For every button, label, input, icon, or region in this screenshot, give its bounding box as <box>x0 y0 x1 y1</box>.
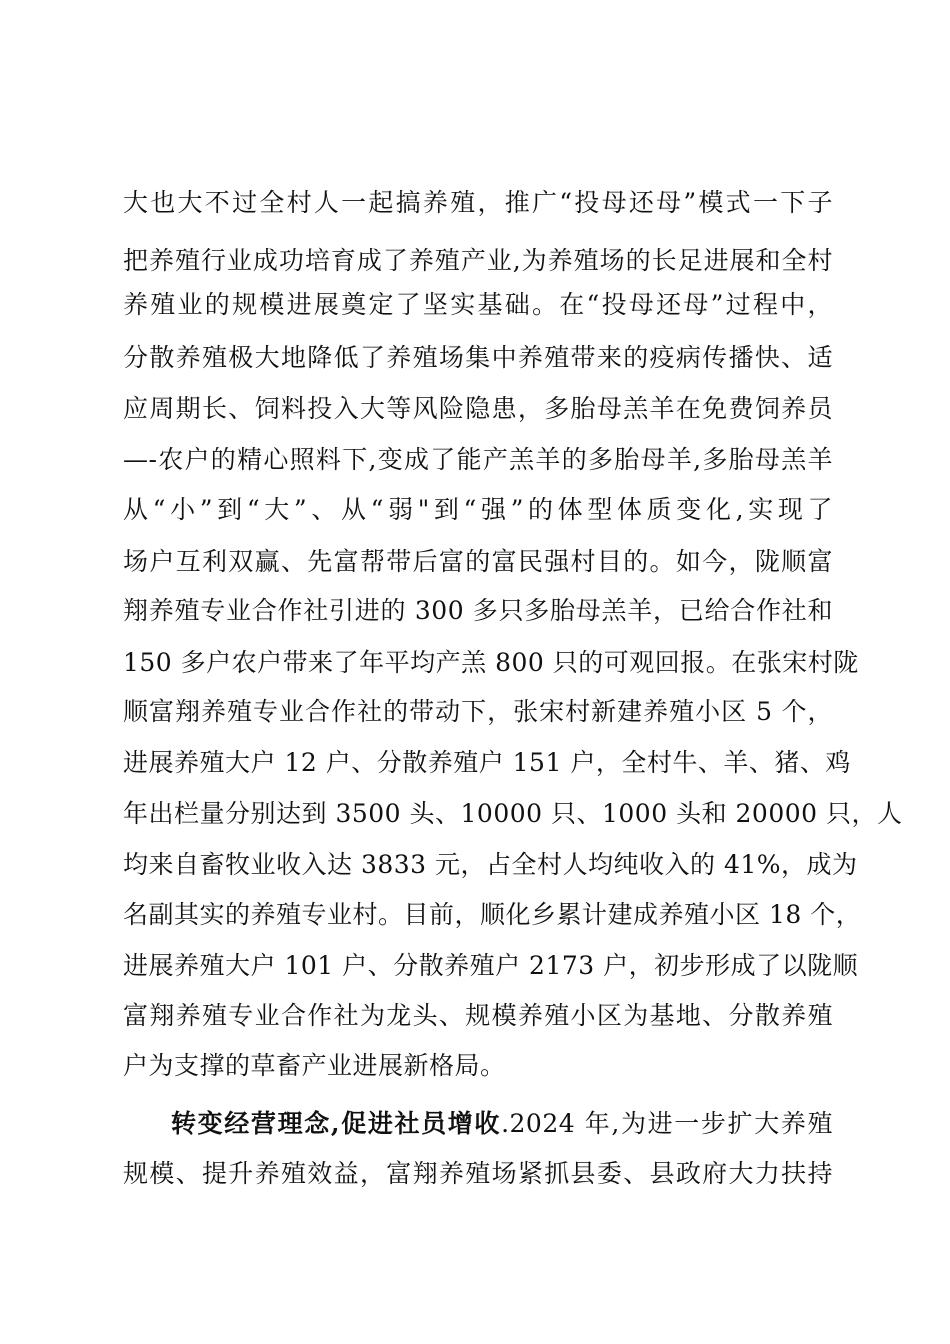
text-line: 场户互利双赢、先富帮带后富的富民强村目的。如今，陇顺富 <box>123 547 833 576</box>
text-span: .2024 年,为进一步扩大养殖 <box>501 1109 833 1138</box>
paragraph-first-line <box>171 1107 833 1141</box>
text-line: 大也大不过全村人一起搞养殖，推广“投母还母”模式一下子 <box>123 188 833 217</box>
text-line: 分散养殖极大地降低了养殖场集中养殖带来的疫病传播快、适 <box>123 343 833 372</box>
text-line: 规模、提升养殖效益，富翔养殖场紧抓县委、县政府大力扶持 <box>123 1159 833 1188</box>
text-line: 均来自畜牧业收入达 3833 元，占全村人均纯收入的 41%，成为 <box>123 850 858 879</box>
text-line: 从“小”到“大”、从“弱"到“强”的体型体质变化,实现了 <box>123 495 833 524</box>
text-line: —-农户的精心照料下,变成了能产羔羊的多胎母羊,多胎母羔羊 <box>123 445 833 474</box>
text-line: 进展养殖大户 101 户、分散养殖户 2173 户，初步形成了以陇顺 <box>123 951 859 980</box>
text-line: 养殖业的规模进展奠定了坚实基础。在“投母还母”过程中， <box>123 290 833 319</box>
text-line: 应周期长、饲料投入大等风险隐患，多胎母羔羊在免费饲养员 <box>123 394 833 423</box>
text-line: 150 多户农户带来了年平均产羔 800 只的可观回报。在张宋村陇 <box>123 648 859 677</box>
section-heading: 转变经营理念,促进社员增收 <box>171 1109 502 1138</box>
text-line: 年出栏量分别达到 3500 头、10000 只、1000 头和 20000 只，人 <box>123 799 903 828</box>
text-line: 名副其实的养殖专业村。目前，顺化乡累计建成养殖小区 18 个， <box>123 900 862 929</box>
text-line: 富翔养殖专业合作社为龙头、规模养殖小区为基地、分散养殖 <box>123 1001 833 1030</box>
text-line: 翔养殖专业合作社引进的 300 多只多胎母羔羊，已给合作社和 <box>123 596 833 625</box>
text-line: 进展养殖大户 12 户、分散养殖户 151 户，全村牛、羊、猪、鸡 <box>123 748 851 777</box>
text-line: 顺富翔养殖专业合作社的带动下，张宋村新建养殖小区 5 个， <box>123 697 833 726</box>
text-line: 户为支撑的草畜产业进展新格局。 <box>123 1051 506 1080</box>
text-line: 把养殖行业成功培育成了养殖产业,为养殖场的长足进展和全村 <box>123 246 833 275</box>
